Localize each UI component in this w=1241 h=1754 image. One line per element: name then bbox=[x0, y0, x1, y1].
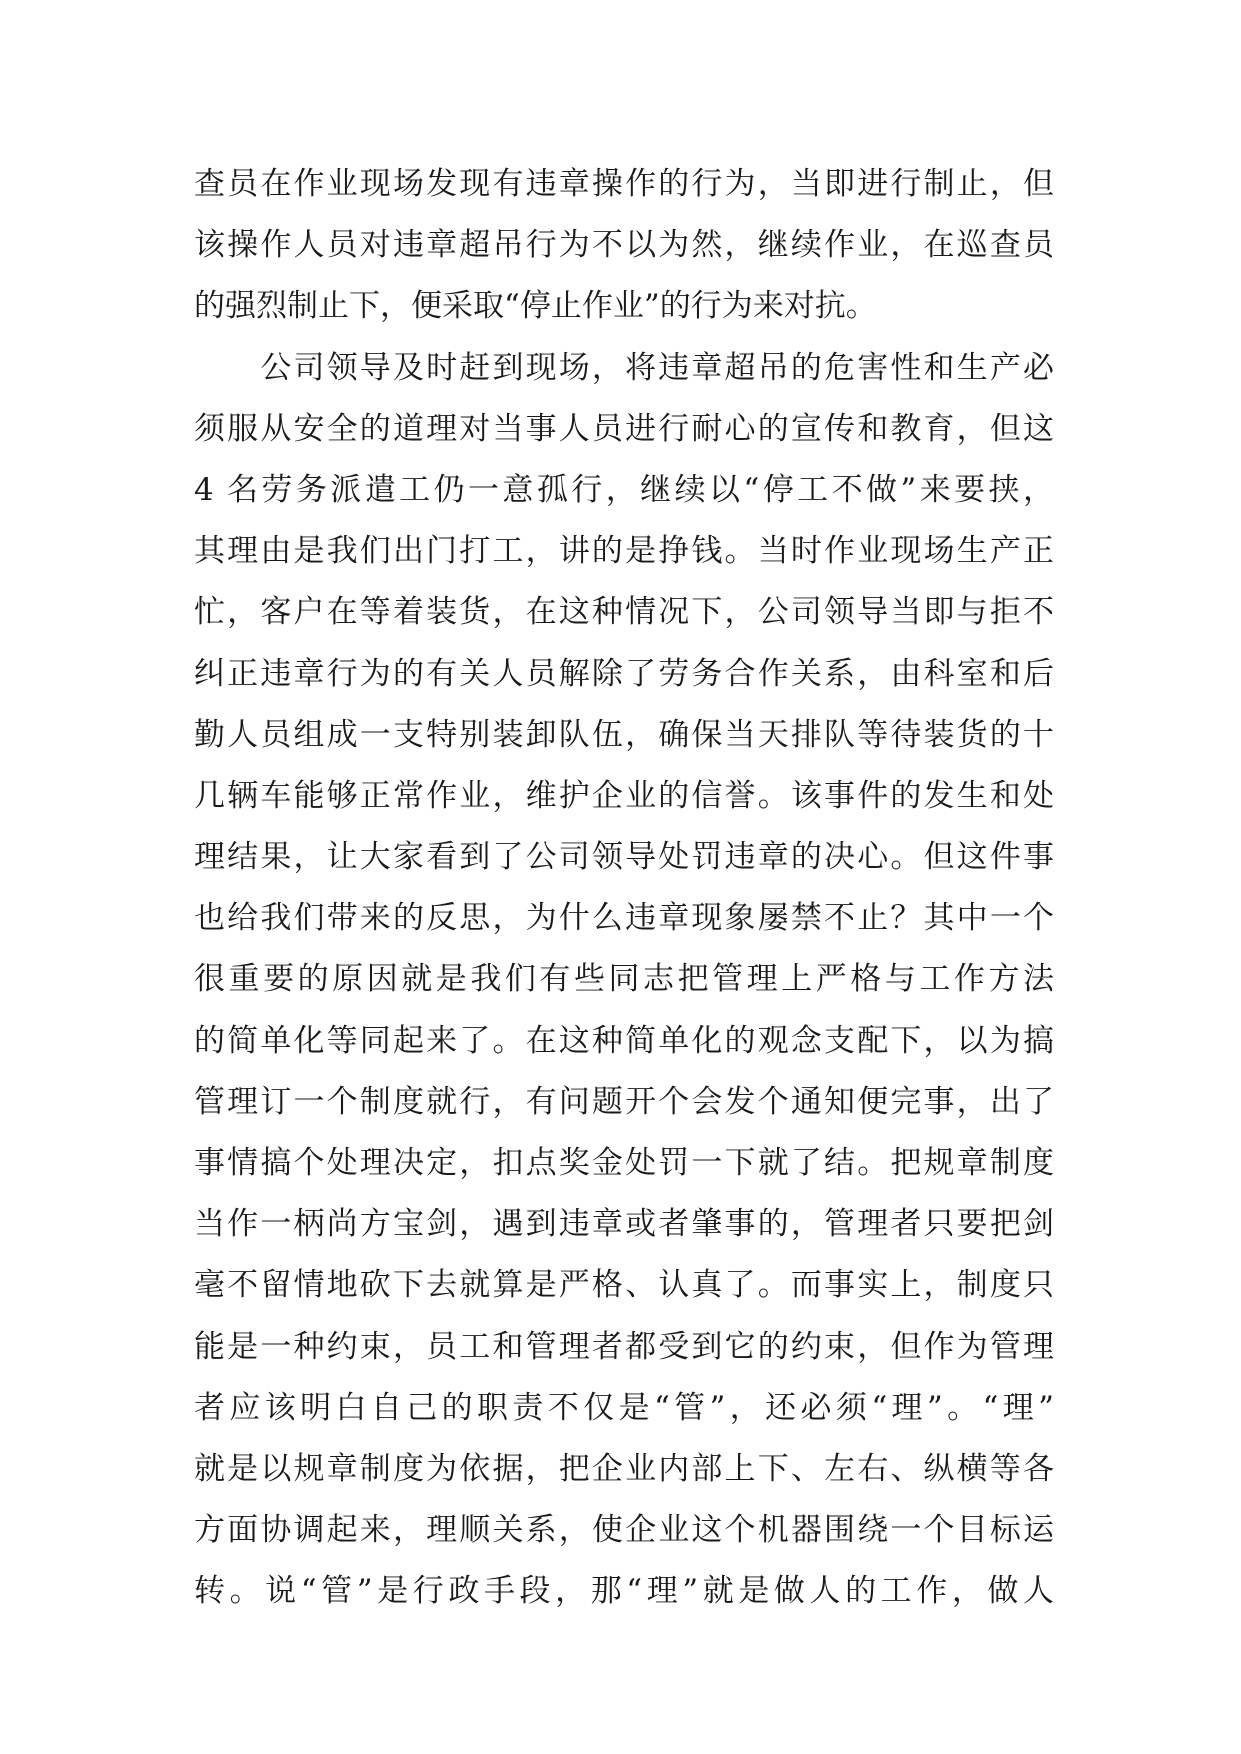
text-line: 当作一柄尚方宝剑，遇到违章或者肇事的，管理者只要把剑 bbox=[194, 1206, 1054, 1243]
text-line: 就是以规章制度为依据，把企业内部上下、左右、纵横等各 bbox=[194, 1450, 1054, 1487]
text-line: 须服从安全的道理对当事人员进行耐心的宣传和教育，但这 bbox=[194, 410, 1054, 447]
text-line: 事情搞个处理决定，扣点奖金处罚一下就了结。把规章制度 bbox=[194, 1145, 1054, 1181]
text-line: 也给我们带来的反思，为什么违章现象屡禁不止？其中一个 bbox=[194, 900, 1054, 937]
text-line: 公司领导及时赶到现场，将违章超吊的危害性和生产必 bbox=[194, 349, 1054, 386]
text-line: 的强烈制止下，便采取“停止作业”的行为来对抗。 bbox=[194, 288, 877, 325]
text-line: 勤人员组成一支特别装卸队伍，确保当天排队等待装货的十 bbox=[194, 716, 1054, 753]
text-line: 几辆车能够正常作业，维护企业的信誉。该事件的发生和处 bbox=[194, 777, 1054, 814]
text-line: 管理订一个制度就行，有问题开个会发个通知便完事，出了 bbox=[194, 1083, 1054, 1120]
text-line: 纠正违章行为的有关人员解除了劳务合作关系，由科室和后 bbox=[194, 655, 1054, 692]
body-text bbox=[194, 154, 1054, 1623]
text-line: 很重要的原因就是我们有些同志把管理上严格与工作方法 bbox=[194, 961, 1054, 998]
text-line: 者应该明白自己的职责不仅是“管”，还必须“理”。“理” bbox=[194, 1389, 1054, 1426]
text-line: 该操作人员对违章超吊行为不以为然，继续作业，在巡查员 bbox=[194, 227, 1054, 264]
text-line: 方面协调起来，理顺关系，使企业这个机器围绕一个目标运 bbox=[194, 1512, 1054, 1549]
text-line: 的简单化等同起来了。在这种简单化的观念支配下，以为搞 bbox=[194, 1022, 1054, 1059]
text-line: 4 名劳务派遣工仍一意孤行，继续以“停工不做”来要挟， bbox=[194, 471, 1054, 508]
text-line: 忙，客户在等着装货，在这种情况下，公司领导当即与拒不 bbox=[194, 594, 1054, 631]
text-line: 查员在作业现场发现有违章操作的行为，当即进行制止，但 bbox=[194, 166, 1054, 202]
text-line: 理结果，让大家看到了公司领导处罚违章的决心。但这件事 bbox=[194, 839, 1054, 876]
text-line: 能是一种约束，员工和管理者都受到它的约束，但作为管理 bbox=[194, 1328, 1054, 1365]
text-line: 转。说“管”是行政手段，那“理”就是做人的工作，做人 bbox=[194, 1573, 1054, 1610]
text-line: 毫不留情地砍下去就算是严格、认真了。而事实上，制度只 bbox=[194, 1267, 1054, 1304]
text-line: 其理由是我们出门打工，讲的是挣钱。当时作业现场生产正 bbox=[194, 533, 1054, 570]
